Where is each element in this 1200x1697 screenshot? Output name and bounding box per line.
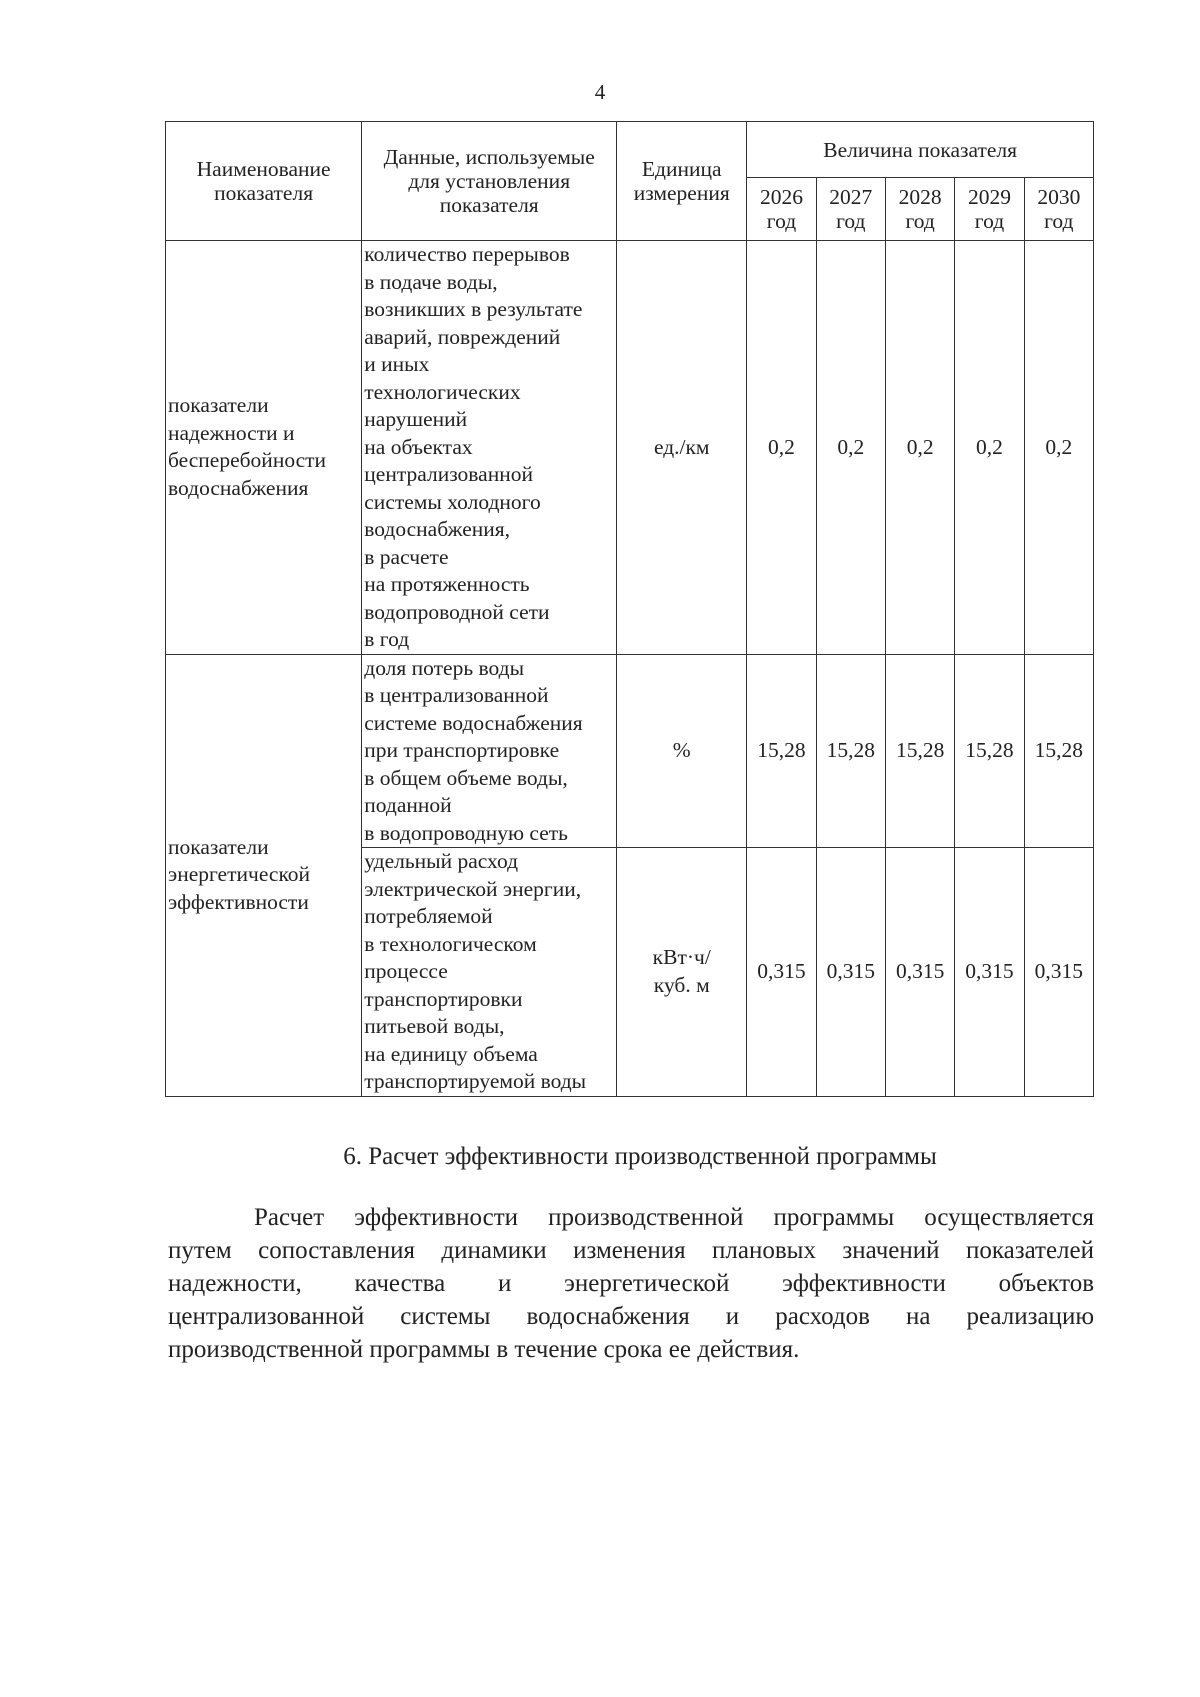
data-line: возникших в результате [364,297,583,321]
indicator-unit: кВт·ч/ куб. м [617,848,747,1097]
data-line: электрической энергии, [364,876,582,901]
data-line: на единицу объема [364,1041,538,1066]
page-number: 4 [594,80,606,104]
table-row [166,241,1094,655]
data-line: технологических [364,379,521,404]
table-row [166,654,1094,848]
body-paragraph [168,1201,1094,1366]
indicator-value: 15,28 [885,654,954,848]
data-line: при транспортировке [364,738,560,762]
data-line: системе водоснабжения [364,710,583,735]
data-line: на протяженность [364,572,530,596]
data-line: централизованной [364,462,533,486]
header-year: 2028 год [885,178,954,241]
indicator-unit: ед./км [617,241,747,655]
data-line: поданной [364,793,452,817]
indicators-table [165,121,1094,1097]
data-line: нарушений [364,407,468,431]
indicator-value: 15,28 [816,654,885,848]
header-year: 2029 год [955,178,1024,241]
data-line: в общем объеме воды, [364,765,568,790]
indicator-value: 0,2 [885,241,954,655]
data-line: питьевой воды, [364,1014,505,1038]
data-line: водоснабжения, [364,517,511,541]
data-line: транспортировки [364,986,523,1011]
section-heading: 6. Расчет эффективности производственной программы [343,1143,937,1170]
data-line: в расчете [364,544,449,569]
indicator-value: 15,28 [955,654,1024,848]
paragraph-line: путем сопоставления динамики изменения плановых значений показателей [168,1237,1094,1264]
data-line: в водопроводную сеть [364,820,568,845]
indicator-value: 0,2 [747,241,816,655]
indicator-value: 0,315 [816,848,885,1097]
data-line: водопроводной сети [364,599,550,624]
indicator-value: 0,315 [885,848,954,1097]
indicator-data [362,848,617,1097]
data-line: процессе [364,959,448,983]
header-value-group: Величина показателя [747,122,1094,178]
indicator-name: показатели энергетической эффективности [166,654,362,1096]
data-line: транспортируемой воды [364,1069,587,1093]
data-line: на объектах [364,434,473,459]
data-line: доля потерь воды [364,655,525,680]
paragraph-line: централизованной системы водоснабжения и расходов на реализацию [168,1303,1094,1330]
indicator-value: 0,315 [955,848,1024,1097]
header-year: 2027 год [816,178,885,241]
indicator-value: 0,315 [1024,848,1093,1097]
indicator-data [362,241,617,655]
indicator-value: 15,28 [1024,654,1093,848]
indicator-data [362,654,617,848]
header-unit: Единица измерения [617,122,747,241]
data-line: удельный расход [364,849,519,873]
indicator-value: 0,2 [1024,241,1093,655]
indicator-name: показатели надежности и бесперебойности водоснабжения [166,241,362,655]
header-name: Наименование показателя [166,122,362,241]
paragraph-line: надежности, качества и энергетической эффективности объектов [168,1270,1094,1297]
header-year: 2026 год [747,178,816,241]
data-line: в год [364,627,410,651]
data-line: в централизованной [364,683,549,707]
data-line: и иных [364,352,430,376]
data-line: системы холодного [364,489,541,514]
header-year: 2030 год [1024,178,1093,241]
data-line: потребляемой [364,904,493,928]
indicator-unit: % [617,654,747,848]
indicator-value: 15,28 [747,654,816,848]
paragraph-line: Расчет эффективности производственной программы осуществляется [254,1204,1094,1231]
paragraph-line: производственной программы в течение срока ее действия. [168,1336,800,1363]
data-line: в подаче воды, [364,269,498,294]
data-line: аварий, повреждений [364,324,561,349]
indicator-value: 0,315 [747,848,816,1097]
indicator-value: 0,2 [955,241,1024,655]
indicator-value: 0,2 [816,241,885,655]
header-data: Данные, используемые для установления показателя [362,122,617,241]
data-line: количество перерывов [364,242,570,266]
data-line: в технологическом [364,931,537,956]
